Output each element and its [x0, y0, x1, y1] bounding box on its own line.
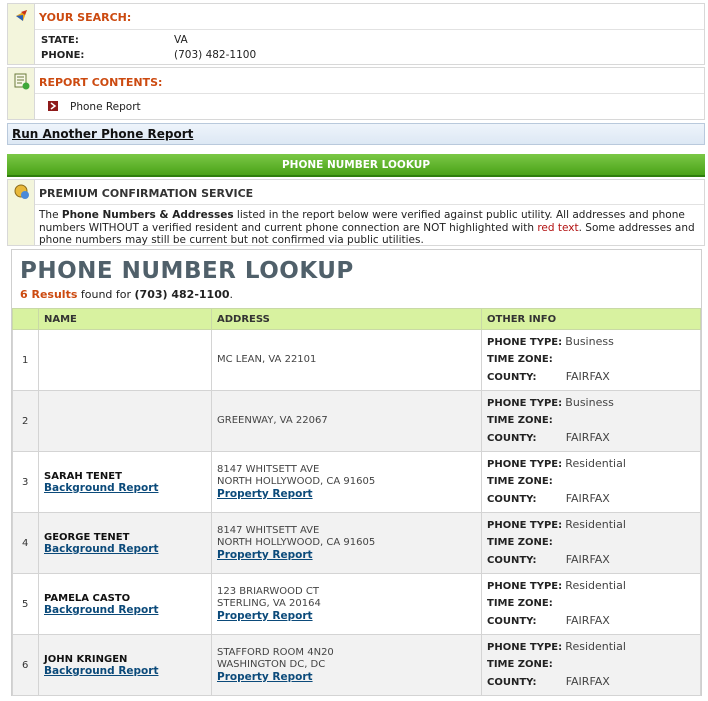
- col-number: [13, 309, 39, 330]
- address-line-1: 8147 WHITSETT AVE: [217, 464, 320, 475]
- phone-type-value: Residential: [565, 456, 626, 470]
- person-name: JOHN KRINGEN: [44, 653, 128, 665]
- county-line: COUNTY: FAIRFAX: [487, 613, 610, 627]
- name-cell: [39, 452, 212, 513]
- phone-value: (703) 482-1100: [174, 49, 257, 61]
- property-report-link[interactable]: Property Report: [217, 488, 313, 500]
- address-cell: [212, 391, 482, 452]
- your-search-panel: [7, 3, 705, 65]
- background-report-link[interactable]: Background Report: [44, 542, 159, 555]
- row-number: 1: [13, 330, 39, 391]
- address-line-2: MC LEAN, VA 22101: [217, 354, 317, 365]
- phone-type-value: Business: [565, 334, 614, 348]
- time-zone-line: TIME ZONE:: [487, 659, 553, 671]
- other-info-cell: [482, 391, 701, 452]
- table-row: [13, 635, 701, 696]
- county-value: FAIRFAX: [565, 491, 610, 505]
- table-row: [13, 452, 701, 513]
- time-zone-line: TIME ZONE:: [487, 415, 553, 427]
- county-value: FAIRFAX: [565, 613, 610, 627]
- phone-type-value: Business: [565, 395, 614, 409]
- county-value: FAIRFAX: [565, 674, 610, 688]
- results-header-row: [13, 309, 701, 330]
- other-info-cell: [482, 452, 701, 513]
- address-cell: [212, 452, 482, 513]
- time-zone-line: TIME ZONE:: [487, 598, 553, 610]
- address-cell: [212, 330, 482, 391]
- results-query: (703) 482-1100: [134, 288, 230, 301]
- phone-type-value: Residential: [565, 578, 626, 592]
- name-cell: [39, 330, 212, 391]
- phone-type-line: PHONE TYPE: Residential: [487, 456, 626, 470]
- name-cell: [39, 391, 212, 452]
- results-summary: 6 Results found for (703) 482-1100.: [20, 288, 234, 301]
- other-info-cell: [482, 330, 701, 391]
- phone-label: PHONE:: [41, 50, 85, 61]
- col-other-info: OTHER INFO: [482, 309, 701, 330]
- premium-confirmation-panel: [7, 179, 705, 246]
- property-report-link[interactable]: Property Report: [217, 671, 313, 683]
- person-name: GEORGE TENET: [44, 531, 130, 543]
- address-line-2: WASHINGTON DC, DC: [217, 659, 326, 670]
- name-cell: [39, 574, 212, 635]
- property-report-link[interactable]: Property Report: [217, 549, 313, 561]
- report-document-icon: [13, 72, 31, 90]
- county-line: COUNTY: FAIRFAX: [487, 491, 610, 505]
- phone-type-line: PHONE TYPE: Residential: [487, 578, 626, 592]
- row-number: 6: [13, 635, 39, 696]
- table-row: [13, 574, 701, 635]
- county-line: COUNTY: FAIRFAX: [487, 430, 610, 444]
- table-row: [13, 513, 701, 574]
- time-zone-line: TIME ZONE:: [487, 354, 553, 366]
- time-zone-line: TIME ZONE:: [487, 537, 553, 549]
- col-address: ADDRESS: [212, 309, 482, 330]
- phone-type-value: Residential: [565, 517, 626, 531]
- other-info-cell: [482, 574, 701, 635]
- phone-type-line: PHONE TYPE: Residential: [487, 639, 626, 653]
- address-cell: [212, 513, 482, 574]
- background-report-link[interactable]: Background Report: [44, 603, 159, 616]
- run-another-link[interactable]: Run Another Phone Report: [12, 127, 194, 141]
- run-another-bar: [7, 123, 705, 145]
- phone-type-line: PHONE TYPE: Residential: [487, 517, 626, 531]
- section-header-title: PHONE NUMBER LOOKUP: [281, 159, 431, 171]
- person-name: PAMELA CASTO: [44, 592, 131, 604]
- other-info-cell: [482, 635, 701, 696]
- results-table: [12, 308, 701, 696]
- background-report-link[interactable]: Background Report: [44, 664, 159, 677]
- name-cell: [39, 635, 212, 696]
- col-name: NAME: [39, 309, 212, 330]
- address-cell: [212, 574, 482, 635]
- row-number: 5: [13, 574, 39, 635]
- address-line-1: 8147 WHITSETT AVE: [217, 525, 320, 536]
- address-line-2: NORTH HOLLYWOOD, CA 91605: [217, 537, 376, 548]
- premium-title: PREMIUM CONFIRMATION SERVICE: [39, 187, 254, 200]
- county-line: COUNTY: FAIRFAX: [487, 369, 610, 383]
- row-number: 2: [13, 391, 39, 452]
- property-report-link[interactable]: Property Report: [217, 610, 313, 622]
- address-line-2: STERLING, VA 20164: [217, 598, 321, 609]
- address-line-1: STAFFORD ROOM 4N20: [217, 647, 334, 658]
- section-header-bar: [7, 154, 705, 177]
- state-value: VA: [174, 34, 188, 46]
- county-value: FAIRFAX: [565, 552, 610, 566]
- name-cell: [39, 513, 212, 574]
- time-zone-line: TIME ZONE:: [487, 476, 553, 488]
- results-panel: [11, 249, 702, 696]
- results-count: 6 Results: [20, 288, 78, 301]
- phone-type-line: PHONE TYPE: Business: [487, 395, 614, 409]
- confirmation-globe-icon: [13, 183, 31, 201]
- address-line-2: GREENWAY, VA 22067: [217, 415, 328, 426]
- phone-type-line: PHONE TYPE: Business: [487, 334, 614, 348]
- arrow-pointer-icon: [13, 7, 31, 25]
- background-report-link[interactable]: Background Report: [44, 481, 159, 494]
- county-value: FAIRFAX: [565, 369, 610, 383]
- report-item-phone-report: Phone Report: [70, 101, 141, 113]
- county-line: COUNTY: FAIRFAX: [487, 674, 610, 688]
- report-contents-panel: [7, 67, 705, 120]
- row-number: 3: [13, 452, 39, 513]
- results-title: PHONE NUMBER LOOKUP: [20, 258, 354, 284]
- table-row: [13, 391, 701, 452]
- county-line: COUNTY: FAIRFAX: [487, 552, 610, 566]
- state-label: STATE:: [41, 35, 79, 46]
- report-contents-title: REPORT CONTENTS:: [39, 76, 163, 89]
- county-value: FAIRFAX: [565, 430, 610, 444]
- row-number: 4: [13, 513, 39, 574]
- table-row: [13, 330, 701, 391]
- other-info-cell: [482, 513, 701, 574]
- address-line-2: NORTH HOLLYWOOD, CA 91605: [217, 476, 376, 487]
- red-arrow-bullet-icon: [48, 101, 58, 111]
- address-line-1: 123 BRIARWOOD CT: [217, 586, 320, 597]
- address-cell: [212, 635, 482, 696]
- your-search-title: YOUR SEARCH:: [39, 11, 132, 24]
- phone-type-value: Residential: [565, 639, 626, 653]
- premium-description: The Phone Numbers & Addresses listed in the report below were verified against public utility. All addresses and phone numbers WITHOUT a verified resident and current phone connection are NOT highlighted with red text. Some addresses and phone numbers may still be current but not confirmed via public utilities.: [39, 209, 695, 246]
- person-name: SARAH TENET: [44, 470, 122, 482]
